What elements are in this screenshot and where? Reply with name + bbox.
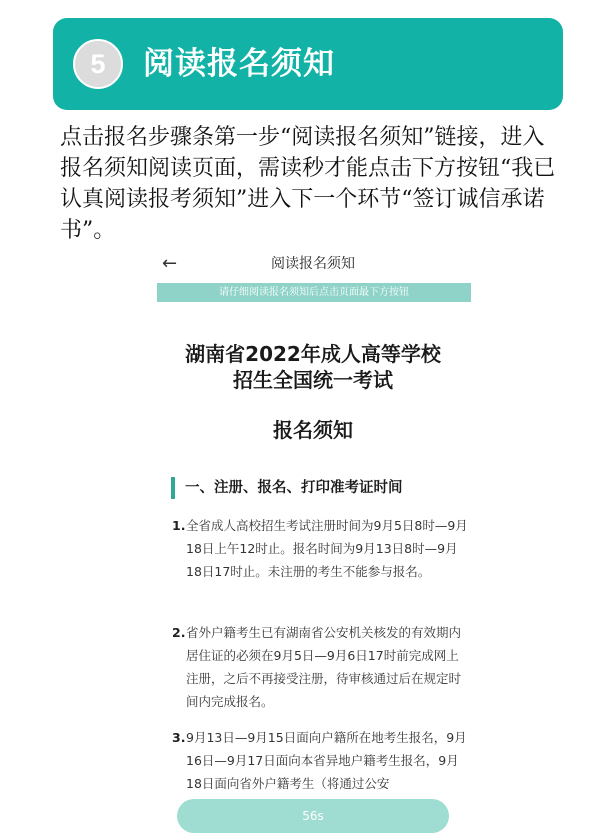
phone-screenshot <box>152 248 474 837</box>
list-item <box>172 514 470 583</box>
banner-title: 阅读报名须知 <box>143 46 335 82</box>
countdown-button[interactable]: 56s <box>177 799 449 833</box>
document-title-line2: 招生全国统一考试 <box>233 368 393 392</box>
nav-bar <box>152 248 474 280</box>
step-banner <box>53 18 563 110</box>
list-item-number: 2. <box>172 625 186 640</box>
list-item-text: 9月13日—9月15日面向户籍所在地考生报名，9月16日—9月17日面向本省异地户籍考生报名，9月18日面向省外户籍考生（将通过公安 <box>186 730 467 791</box>
notice-banner: 请仔细阅读报名须知后点击页面最下方按钮 <box>157 283 471 302</box>
section-heading-text: 一、注册、报名、打印准考证时间 <box>185 480 403 496</box>
intro-text: 点击报名步骤条第一步“阅读报名须知”链接，进入报名须知阅读页面，需读秒才能点击下方按钮“我已认真阅读报考须知”进入下一个环节“签订诚信承诺书”。 <box>60 125 556 243</box>
section-accent-bar <box>171 477 175 499</box>
list-item-number: 1. <box>172 518 186 533</box>
nav-title: 阅读报名须知 <box>271 256 355 272</box>
document-subtitle: 报名须知 <box>273 418 353 442</box>
step-number-badge: 5 <box>73 39 123 89</box>
document-title-line1: 湖南省2022年成人高等学校 <box>185 342 441 366</box>
arrow-left-icon[interactable]: ← <box>162 253 178 274</box>
list-item-text: 省外户籍考生已有湖南省公安机关核发的有效期内居住证的必须在9月5日—9月6日17时前完成网上注册，之后不再接受注册，待审核通过后在规定时间内完成报名。 <box>186 625 462 709</box>
list-item <box>172 726 470 795</box>
list-item <box>172 621 470 713</box>
list-item-number: 3. <box>172 730 186 745</box>
list-item-text: 全省成人高校招生考试注册时间为9月5日8时—9月18日上午12时止。报名时间为9月13日8时—9月18日17时止。未注册的考生不能参与报名。 <box>186 518 468 579</box>
